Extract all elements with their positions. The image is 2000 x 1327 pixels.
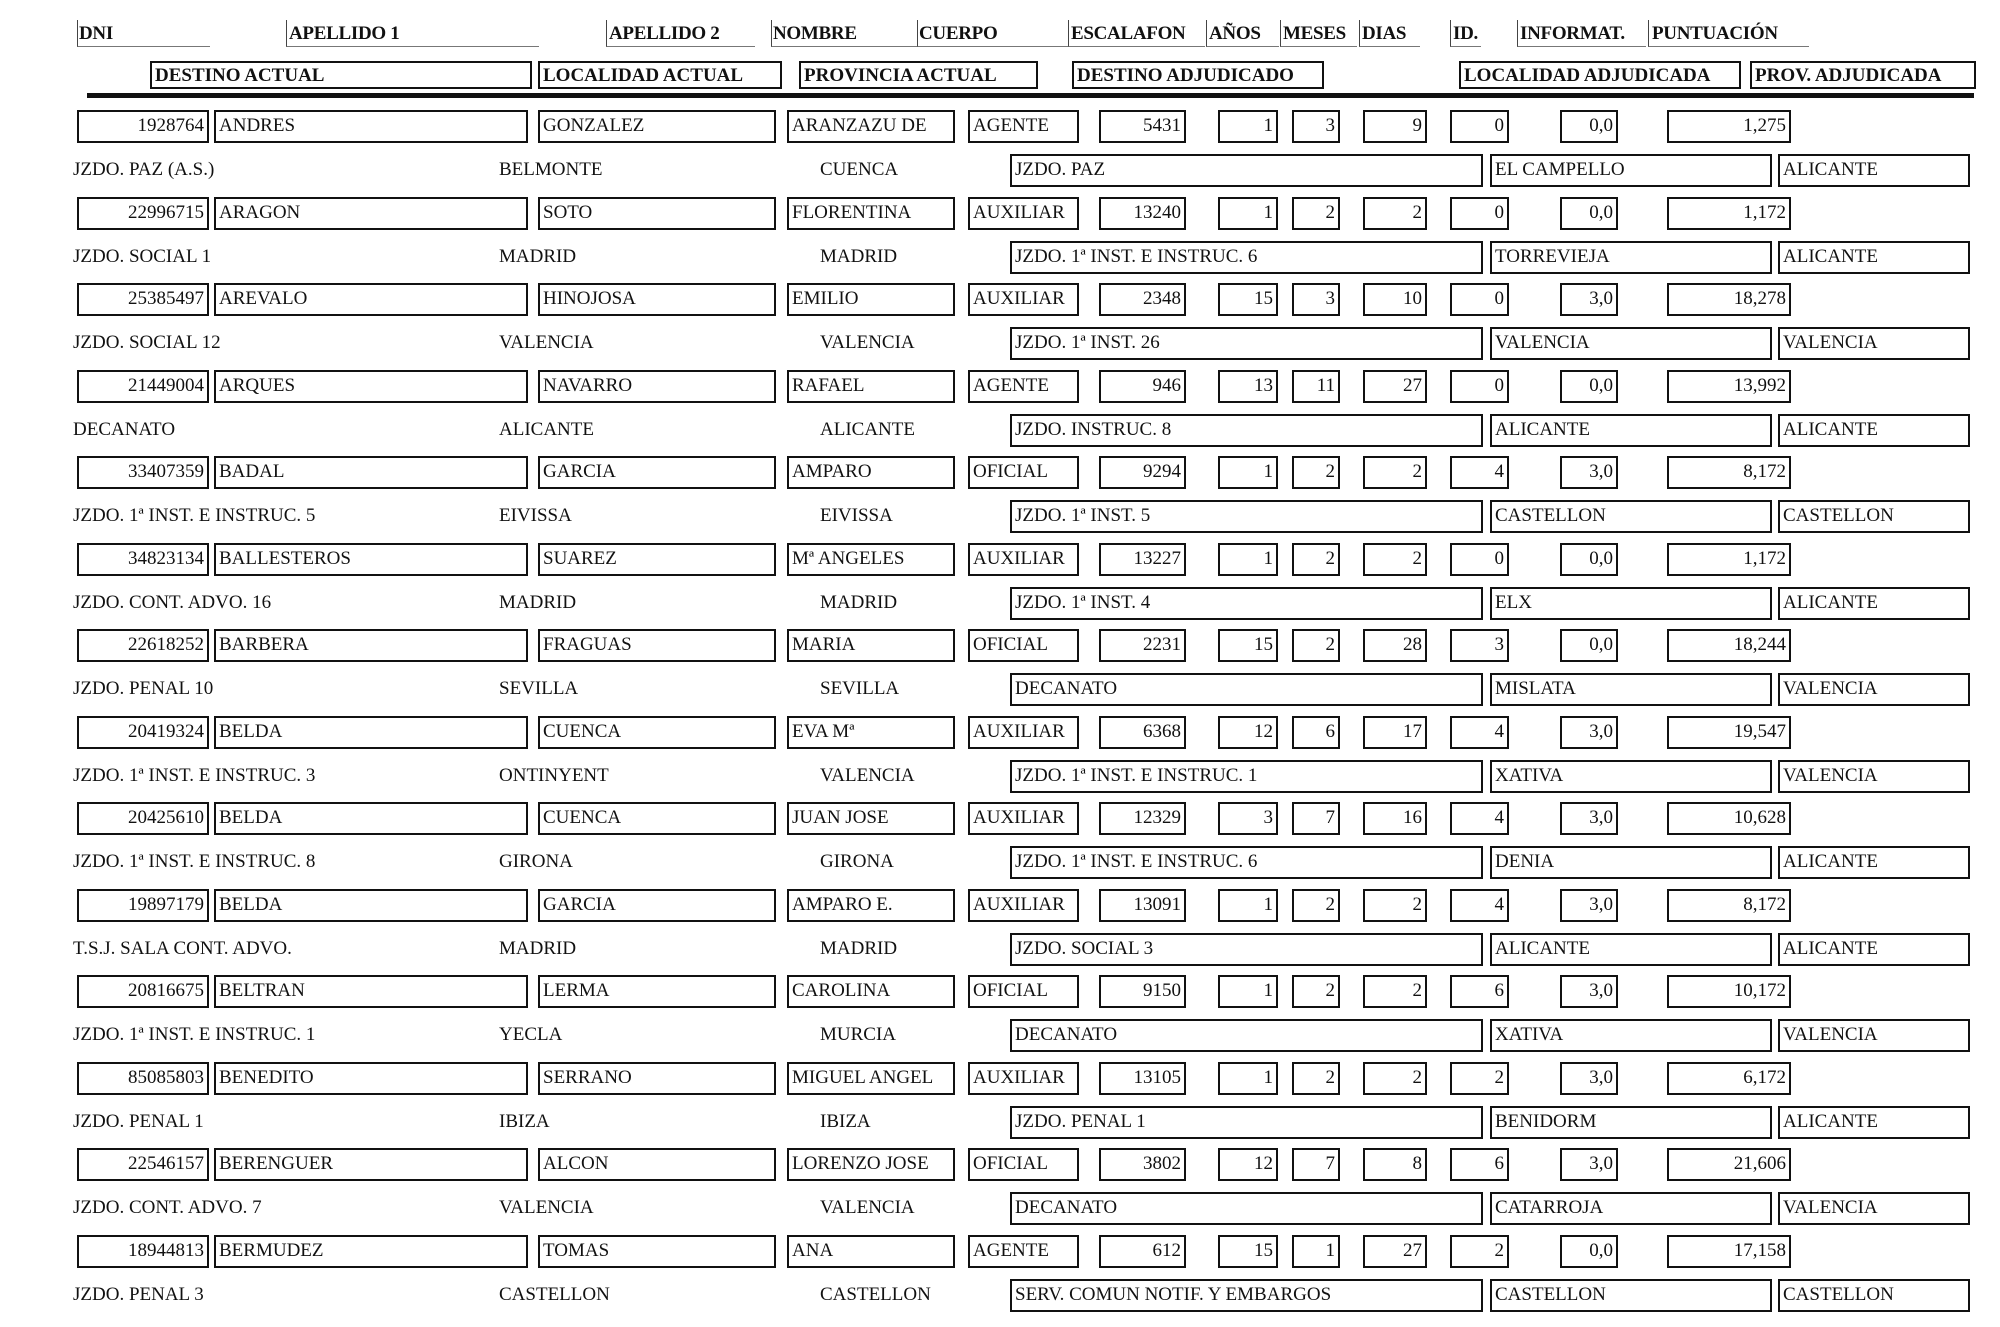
- field-apellido1: ARAGON: [214, 197, 528, 230]
- field-localidad-adjudicada: VALENCIA: [1490, 327, 1772, 360]
- field-destino-adjudicado: DECANATO: [1010, 1019, 1483, 1052]
- field-prov-adjudicada: ALICANTE: [1778, 1106, 1970, 1139]
- field-cuerpo: OFICIAL: [968, 975, 1079, 1008]
- field-provincia-actual: CASTELLON: [820, 1283, 931, 1305]
- field-id: 6: [1450, 975, 1509, 1008]
- field-localidad-actual: VALENCIA: [499, 332, 594, 353]
- header-informat: INFORMAT.: [1520, 23, 1625, 44]
- field-apellido1: ANDRES: [214, 110, 528, 143]
- field-localidad-adjudicada: CATARROJA: [1490, 1192, 1772, 1225]
- field-destino-actual: JZDO. 1ª INST. E INSTRUC. 8: [73, 851, 316, 872]
- field-nombre: ARANZAZU DE: [787, 110, 955, 143]
- field-nombre: Mª ANGELES: [787, 543, 955, 576]
- field-nombre: ANA: [787, 1235, 955, 1268]
- field-destino-adjudicado: JZDO. PAZ: [1010, 154, 1483, 187]
- field-prov-adjudicada: CASTELLON: [1778, 1279, 1970, 1312]
- field-puntuacion: 6,172: [1667, 1062, 1791, 1095]
- field-informat: 3,0: [1560, 1148, 1618, 1181]
- field-localidad-actual: GIRONA: [499, 851, 573, 872]
- field-destino-actual: JZDO. CONT. ADVO. 7: [73, 1197, 262, 1218]
- field-dni: 20816675: [77, 975, 209, 1008]
- field-apellido2: GARCIA: [538, 889, 776, 922]
- field-puntuacion: 1,275: [1667, 110, 1791, 143]
- field-destino-actual: JZDO. 1ª INST. E INSTRUC. 3: [73, 764, 316, 786]
- field-destino-actual: T.S.J. SALA CONT. ADVO.: [73, 937, 292, 959]
- field-dias: 8: [1363, 1148, 1427, 1181]
- field-nombre: AMPARO E.: [787, 889, 955, 922]
- field-nombre: RAFAEL: [787, 370, 955, 403]
- field-localidad-adjudicada: CASTELLON: [1490, 500, 1772, 533]
- field-destino-actual: JZDO. 1ª INST. E INSTRUC. 1: [73, 1024, 316, 1045]
- field-escalafon: 13105: [1099, 1062, 1186, 1095]
- field-dni: 20425610: [77, 802, 209, 835]
- field-apellido2: TOMAS: [538, 1235, 776, 1268]
- field-puntuacion: 1,172: [1667, 543, 1791, 576]
- field-prov-adjudicada: VALENCIA: [1778, 1192, 1970, 1225]
- field-id: 3: [1450, 629, 1509, 662]
- field-apellido2: SUAREZ: [538, 543, 776, 576]
- field-prov-adjudicada: ALICANTE: [1778, 154, 1970, 187]
- field-prov-adjudicada: VALENCIA: [1778, 673, 1970, 706]
- field-escalafon: 13227: [1099, 543, 1186, 576]
- field-apellido2: GARCIA: [538, 456, 776, 489]
- field-localidad-adjudicada: ALICANTE: [1490, 933, 1772, 966]
- field-destino-adjudicado: JZDO. 1ª INST. 5: [1010, 500, 1483, 533]
- field-anos: 1: [1218, 197, 1278, 230]
- field-puntuacion: 10,628: [1667, 802, 1791, 835]
- header-prov-adjudicada: PROV. ADJUDICADA: [1750, 61, 1976, 89]
- field-localidad-actual: MADRID: [499, 591, 577, 613]
- field-puntuacion: 17,158: [1667, 1235, 1791, 1268]
- header-apellido1: APELLIDO 1: [289, 23, 400, 44]
- field-id: 4: [1450, 716, 1509, 749]
- field-cuerpo: AUXILIAR: [968, 889, 1079, 922]
- field-meses: 7: [1292, 802, 1340, 835]
- field-localidad-actual: ONTINYENT: [499, 764, 609, 786]
- field-nombre: CAROLINA: [787, 975, 955, 1008]
- field-id: 0: [1450, 543, 1509, 576]
- field-meses: 7: [1292, 1148, 1340, 1181]
- field-localidad-adjudicada: CASTELLON: [1490, 1279, 1772, 1312]
- header-id: ID.: [1453, 23, 1478, 44]
- field-provincia-actual: MADRID: [820, 937, 898, 959]
- field-destino-actual: JZDO. PENAL 1: [73, 1110, 204, 1132]
- field-apellido1: BELDA: [214, 802, 528, 835]
- field-localidad-adjudicada: BENIDORM: [1490, 1106, 1772, 1139]
- field-apellido1: BELTRAN: [214, 975, 528, 1008]
- field-puntuacion: 1,172: [1667, 197, 1791, 230]
- field-destino-adjudicado: JZDO. INSTRUC. 8: [1010, 414, 1483, 447]
- field-prov-adjudicada: VALENCIA: [1778, 760, 1970, 793]
- field-apellido2: FRAGUAS: [538, 629, 776, 662]
- header-localidad-adjudicada: LOCALIDAD ADJUDICADA: [1459, 61, 1741, 89]
- field-localidad-actual: ALICANTE: [499, 418, 594, 440]
- field-dni: 1928764: [77, 110, 209, 143]
- field-puntuacion: 8,172: [1667, 889, 1791, 922]
- field-destino-adjudicado: JZDO. 1ª INST. 4: [1010, 587, 1483, 620]
- header-dni: DNI: [79, 23, 113, 44]
- field-provincia-actual: GIRONA: [820, 851, 894, 872]
- field-cuerpo: AUXILIAR: [968, 283, 1079, 316]
- field-nombre: AMPARO: [787, 456, 955, 489]
- field-puntuacion: 13,992: [1667, 370, 1791, 403]
- field-dni: 21449004: [77, 370, 209, 403]
- field-escalafon: 2231: [1099, 629, 1186, 662]
- field-nombre: JUAN JOSE: [787, 802, 955, 835]
- field-informat: 3,0: [1560, 975, 1618, 1008]
- field-escalafon: 5431: [1099, 110, 1186, 143]
- field-anos: 15: [1218, 629, 1278, 662]
- field-prov-adjudicada: ALICANTE: [1778, 933, 1970, 966]
- field-destino-adjudicado: DECANATO: [1010, 1192, 1483, 1225]
- field-nombre: EVA Mª: [787, 716, 955, 749]
- field-dias: 2: [1363, 889, 1427, 922]
- field-apellido2: ALCON: [538, 1148, 776, 1181]
- field-apellido1: BELDA: [214, 716, 528, 749]
- field-nombre: FLORENTINA: [787, 197, 955, 230]
- field-nombre: LORENZO JOSE: [787, 1148, 955, 1181]
- field-cuerpo: AUXILIAR: [968, 197, 1079, 230]
- field-prov-adjudicada: ALICANTE: [1778, 587, 1970, 620]
- field-nombre: MARIA: [787, 629, 955, 662]
- field-dias: 16: [1363, 802, 1427, 835]
- header-dias: DIAS: [1362, 23, 1407, 44]
- field-localidad-actual: EIVISSA: [499, 505, 572, 526]
- field-provincia-actual: VALENCIA: [820, 764, 915, 786]
- field-provincia-actual: MADRID: [820, 591, 898, 613]
- field-prov-adjudicada: VALENCIA: [1778, 1019, 1970, 1052]
- header-anos: AÑOS: [1209, 23, 1261, 44]
- field-dias: 2: [1363, 456, 1427, 489]
- field-cuerpo: OFICIAL: [968, 629, 1079, 662]
- field-id: 0: [1450, 283, 1509, 316]
- field-anos: 12: [1218, 716, 1278, 749]
- field-dias: 27: [1363, 370, 1427, 403]
- field-puntuacion: 18,244: [1667, 629, 1791, 662]
- field-meses: 2: [1292, 629, 1340, 662]
- field-localidad-adjudicada: TORREVIEJA: [1490, 241, 1772, 274]
- field-cuerpo: AGENTE: [968, 110, 1079, 143]
- field-dias: 2: [1363, 543, 1427, 576]
- field-apellido1: BADAL: [214, 456, 528, 489]
- field-dias: 10: [1363, 283, 1427, 316]
- field-provincia-actual: VALENCIA: [820, 1197, 915, 1218]
- field-dni: 22996715: [77, 197, 209, 230]
- header-cuerpo: CUERPO: [919, 23, 998, 44]
- field-cuerpo: AUXILIAR: [968, 543, 1079, 576]
- field-escalafon: 9150: [1099, 975, 1186, 1008]
- field-informat: 0,0: [1560, 543, 1618, 576]
- field-meses: 3: [1292, 283, 1340, 316]
- field-id: 6: [1450, 1148, 1509, 1181]
- field-escalafon: 9294: [1099, 456, 1186, 489]
- field-cuerpo: OFICIAL: [968, 1148, 1079, 1181]
- field-destino-adjudicado: JZDO. 1ª INST. E INSTRUC. 1: [1010, 760, 1483, 793]
- field-provincia-actual: EIVISSA: [820, 505, 893, 526]
- field-prov-adjudicada: ALICANTE: [1778, 846, 1970, 879]
- field-dni: 19897179: [77, 889, 209, 922]
- field-meses: 2: [1292, 975, 1340, 1008]
- field-id: 4: [1450, 889, 1509, 922]
- field-anos: 1: [1218, 110, 1278, 143]
- field-localidad-actual: IBIZA: [499, 1110, 550, 1132]
- field-destino-adjudicado: JZDO. PENAL 1: [1010, 1106, 1483, 1139]
- field-dias: 28: [1363, 629, 1427, 662]
- field-puntuacion: 18,278: [1667, 283, 1791, 316]
- field-destino-actual: JZDO. PENAL 10: [73, 678, 214, 699]
- header-divider: [87, 93, 1974, 98]
- field-prov-adjudicada: ALICANTE: [1778, 241, 1970, 274]
- field-prov-adjudicada: ALICANTE: [1778, 414, 1970, 447]
- field-meses: 11: [1292, 370, 1340, 403]
- field-anos: 1: [1218, 456, 1278, 489]
- field-informat: 0,0: [1560, 629, 1618, 662]
- field-cuerpo: AUXILIAR: [968, 802, 1079, 835]
- field-dni: 18944813: [77, 1235, 209, 1268]
- field-meses: 3: [1292, 110, 1340, 143]
- field-apellido2: LERMA: [538, 975, 776, 1008]
- field-apellido2: SERRANO: [538, 1062, 776, 1095]
- field-escalafon: 946: [1099, 370, 1186, 403]
- field-puntuacion: 21,606: [1667, 1148, 1791, 1181]
- field-localidad-actual: MADRID: [499, 937, 577, 959]
- field-provincia-actual: CUENCA: [820, 159, 899, 180]
- field-prov-adjudicada: VALENCIA: [1778, 327, 1970, 360]
- field-localidad-actual: YECLA: [499, 1024, 563, 1045]
- field-cuerpo: OFICIAL: [968, 456, 1079, 489]
- field-anos: 1: [1218, 889, 1278, 922]
- field-dias: 2: [1363, 197, 1427, 230]
- header-puntuacion: PUNTUACIÓN: [1652, 23, 1778, 44]
- field-apellido2: GONZALEZ: [538, 110, 776, 143]
- field-localidad-adjudicada: XATIVA: [1490, 760, 1772, 793]
- field-cuerpo: AGENTE: [968, 1235, 1079, 1268]
- field-meses: 2: [1292, 456, 1340, 489]
- field-destino-adjudicado: DECANATO: [1010, 673, 1483, 706]
- field-destino-adjudicado: JZDO. SOCIAL 3: [1010, 933, 1483, 966]
- field-anos: 12: [1218, 1148, 1278, 1181]
- field-dni: 20419324: [77, 716, 209, 749]
- field-localidad-actual: CASTELLON: [499, 1283, 610, 1305]
- field-nombre: MIGUEL ANGEL: [787, 1062, 955, 1095]
- field-localidad-adjudicada: EL CAMPELLO: [1490, 154, 1772, 187]
- field-informat: 0,0: [1560, 197, 1618, 230]
- field-informat: 0,0: [1560, 110, 1618, 143]
- field-meses: 2: [1292, 197, 1340, 230]
- field-informat: 0,0: [1560, 1235, 1618, 1268]
- field-puntuacion: 10,172: [1667, 975, 1791, 1008]
- field-cuerpo: AGENTE: [968, 370, 1079, 403]
- field-localidad-adjudicada: DENIA: [1490, 846, 1772, 879]
- field-id: 4: [1450, 456, 1509, 489]
- field-escalafon: 13240: [1099, 197, 1186, 230]
- field-destino-actual: JZDO. 1ª INST. E INSTRUC. 5: [73, 505, 316, 526]
- field-anos: 15: [1218, 1235, 1278, 1268]
- field-localidad-actual: BELMONTE: [499, 159, 603, 180]
- field-apellido1: BERENGUER: [214, 1148, 528, 1181]
- field-cuerpo: AUXILIAR: [968, 716, 1079, 749]
- field-destino-actual: JZDO. SOCIAL 1: [73, 245, 212, 267]
- field-localidad-actual: MADRID: [499, 245, 577, 267]
- field-localidad-adjudicada: ELX: [1490, 587, 1772, 620]
- field-escalafon: 612: [1099, 1235, 1186, 1268]
- field-apellido2: NAVARRO: [538, 370, 776, 403]
- field-apellido1: ARQUES: [214, 370, 528, 403]
- field-id: 0: [1450, 110, 1509, 143]
- field-informat: 3,0: [1560, 1062, 1618, 1095]
- field-dias: 2: [1363, 1062, 1427, 1095]
- field-meses: 2: [1292, 543, 1340, 576]
- field-id: 0: [1450, 370, 1509, 403]
- field-apellido2: HINOJOSA: [538, 283, 776, 316]
- field-nombre: EMILIO: [787, 283, 955, 316]
- field-dni: 34823134: [77, 543, 209, 576]
- field-destino-adjudicado: SERV. COMUN NOTIF. Y EMBARGOS: [1010, 1279, 1483, 1312]
- field-provincia-actual: MURCIA: [820, 1024, 897, 1045]
- field-meses: 6: [1292, 716, 1340, 749]
- field-localidad-adjudicada: ALICANTE: [1490, 414, 1772, 447]
- field-localidad-adjudicada: XATIVA: [1490, 1019, 1772, 1052]
- field-anos: 1: [1218, 975, 1278, 1008]
- header-meses: MESES: [1283, 23, 1346, 44]
- field-destino-adjudicado: JZDO. 1ª INST. E INSTRUC. 6: [1010, 241, 1483, 274]
- field-apellido1: BALLESTEROS: [214, 543, 528, 576]
- field-cuerpo: AUXILIAR: [968, 1062, 1079, 1095]
- field-destino-actual: JZDO. PAZ (A.S.): [73, 159, 215, 180]
- field-apellido1: BARBERA: [214, 629, 528, 662]
- field-dni: 22618252: [77, 629, 209, 662]
- field-provincia-actual: ALICANTE: [820, 418, 915, 440]
- field-destino-actual: JZDO. CONT. ADVO. 16: [73, 591, 272, 613]
- field-anos: 3: [1218, 802, 1278, 835]
- field-apellido1: AREVALO: [214, 283, 528, 316]
- field-apellido1: BENEDITO: [214, 1062, 528, 1095]
- field-id: 2: [1450, 1062, 1509, 1095]
- field-escalafon: 6368: [1099, 716, 1186, 749]
- field-dni: 25385497: [77, 283, 209, 316]
- field-apellido2: CUENCA: [538, 716, 776, 749]
- field-anos: 15: [1218, 283, 1278, 316]
- field-dias: 9: [1363, 110, 1427, 143]
- field-id: 4: [1450, 802, 1509, 835]
- field-destino-actual: JZDO. SOCIAL 12: [73, 332, 221, 353]
- header-nombre: NOMBRE: [773, 23, 857, 44]
- header-provincia-actual: PROVINCIA ACTUAL: [799, 61, 1038, 89]
- field-provincia-actual: VALENCIA: [820, 332, 915, 353]
- header-escalafon: ESCALAFON: [1071, 23, 1186, 44]
- field-anos: 13: [1218, 370, 1278, 403]
- field-apellido1: BERMUDEZ: [214, 1235, 528, 1268]
- field-provincia-actual: SEVILLA: [820, 678, 900, 699]
- field-informat: 3,0: [1560, 802, 1618, 835]
- field-informat: 3,0: [1560, 456, 1618, 489]
- field-escalafon: 12329: [1099, 802, 1186, 835]
- field-informat: 3,0: [1560, 889, 1618, 922]
- field-informat: 3,0: [1560, 283, 1618, 316]
- field-escalafon: 13091: [1099, 889, 1186, 922]
- header-destino-adjudicado: DESTINO ADJUDICADO: [1072, 61, 1324, 89]
- field-escalafon: 3802: [1099, 1148, 1186, 1181]
- field-anos: 1: [1218, 1062, 1278, 1095]
- field-localidad-actual: VALENCIA: [499, 1197, 594, 1218]
- field-dni: 85085803: [77, 1062, 209, 1095]
- header-localidad-actual: LOCALIDAD ACTUAL: [538, 61, 782, 89]
- field-localidad-actual: SEVILLA: [499, 678, 579, 699]
- field-prov-adjudicada: CASTELLON: [1778, 500, 1970, 533]
- field-informat: 0,0: [1560, 370, 1618, 403]
- field-dni: 33407359: [77, 456, 209, 489]
- field-provincia-actual: IBIZA: [820, 1110, 871, 1132]
- field-apellido2: SOTO: [538, 197, 776, 230]
- field-id: 2: [1450, 1235, 1509, 1268]
- field-escalafon: 2348: [1099, 283, 1186, 316]
- field-dni: 22546157: [77, 1148, 209, 1181]
- field-anos: 1: [1218, 543, 1278, 576]
- field-destino-actual: DECANATO: [73, 418, 176, 440]
- field-destino-adjudicado: JZDO. 1ª INST. 26: [1010, 327, 1483, 360]
- field-provincia-actual: MADRID: [820, 245, 898, 267]
- field-dias: 17: [1363, 716, 1427, 749]
- field-meses: 1: [1292, 1235, 1340, 1268]
- field-id: 0: [1450, 197, 1509, 230]
- header-destino-actual: DESTINO ACTUAL: [150, 61, 532, 89]
- field-apellido1: BELDA: [214, 889, 528, 922]
- field-apellido2: CUENCA: [538, 802, 776, 835]
- field-puntuacion: 19,547: [1667, 716, 1791, 749]
- field-puntuacion: 8,172: [1667, 456, 1791, 489]
- field-destino-adjudicado: JZDO. 1ª INST. E INSTRUC. 6: [1010, 846, 1483, 879]
- field-informat: 3,0: [1560, 716, 1618, 749]
- header-apellido2: APELLIDO 2: [609, 23, 720, 44]
- field-meses: 2: [1292, 889, 1340, 922]
- field-destino-actual: JZDO. PENAL 3: [73, 1283, 204, 1305]
- field-dias: 27: [1363, 1235, 1427, 1268]
- field-dias: 2: [1363, 975, 1427, 1008]
- field-localidad-adjudicada: MISLATA: [1490, 673, 1772, 706]
- field-meses: 2: [1292, 1062, 1340, 1095]
